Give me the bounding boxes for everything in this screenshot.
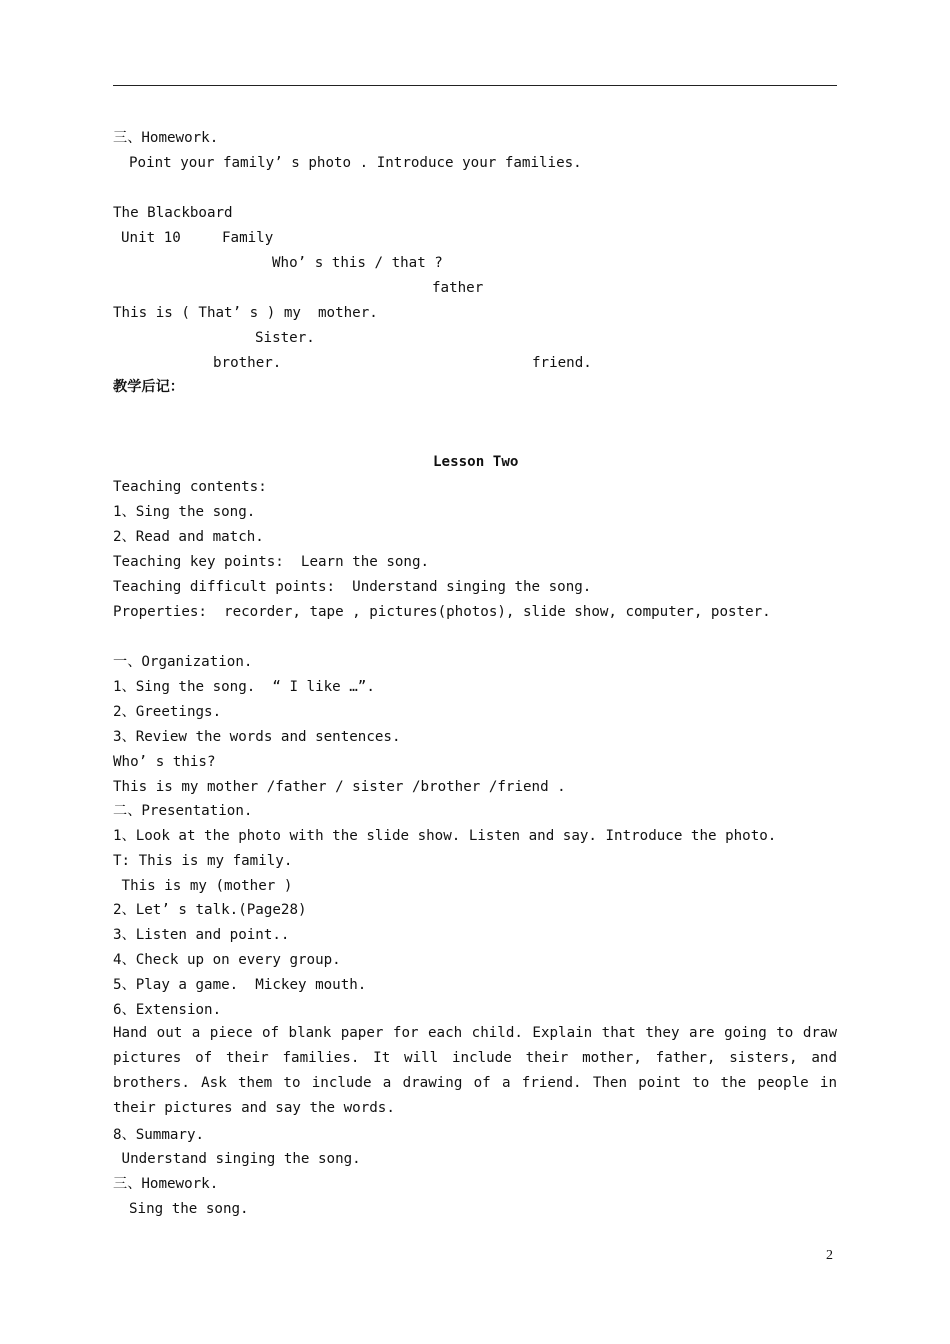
blackboard-question: Who’ s this / that ? [272, 255, 443, 271]
organization-heading: 一、Organization. [113, 654, 253, 670]
organization-item: 3、Review the words and sentences. [113, 729, 401, 745]
difficult-points: Teaching difficult points: Understand singing the song. [113, 579, 592, 595]
lesson-title: Lesson Two [433, 454, 519, 470]
homework-text: Point your family’ s photo . Introduce your families. [129, 155, 582, 171]
summary-text: Understand singing the song. [113, 1151, 361, 1167]
homework-heading: 三、Homework. [113, 130, 219, 146]
presentation-item: 5、Play a game. Mickey mouth. [113, 977, 367, 993]
organization-item: Who’ s this? [113, 754, 216, 770]
blackboard-word-father: father [432, 280, 484, 296]
organization-item: 2、Greetings. [113, 704, 222, 720]
blackboard-unit-topic: Family [222, 230, 274, 246]
organization-item: This is my mother /father / sister /brother /friend . [113, 779, 566, 795]
blackboard-unit: Unit 10 [121, 230, 181, 246]
blackboard-word-friend: friend. [532, 355, 592, 371]
properties: Properties: recorder, tape , pictures(photos), slide show, computer, poster. [113, 604, 771, 620]
organization-item: 1、Sing the song. “ I like …”. [113, 679, 375, 695]
extension-paragraph: Hand out a piece of blank paper for each child. Explain that they are going to draw pictures of their families. It will include their mother, father, sisters, and brothers. Ask them to include a drawing of a friend. Then point to the people in their pictures and say the words. [113, 1025, 837, 1116]
summary-heading: 8、Summary. [113, 1127, 205, 1143]
contents-item: 2、Read and match. [113, 529, 264, 545]
presentation-item: 6、Extension. [113, 1002, 222, 1018]
presentation-item: 3、Listen and point.. [113, 927, 290, 943]
key-points: Teaching key points: Learn the song. [113, 554, 430, 570]
page-number: 2 [826, 1248, 833, 1263]
presentation-item: 1、Look at the photo with the slide show. Listen and say. Introduce the photo. [113, 828, 777, 844]
blackboard-sentence: This is ( That’ s ) my mother. [113, 305, 378, 321]
teaching-notes-heading: 教学后记： [113, 379, 184, 395]
header-rule [113, 85, 837, 86]
homework2-heading: 三、Homework. [113, 1176, 219, 1192]
blackboard-title: The Blackboard [113, 205, 233, 221]
blackboard-word-brother: brother. [213, 355, 282, 371]
presentation-item: This is my (mother ) [113, 878, 293, 894]
presentation-item: 4、Check up on every group. [113, 952, 341, 968]
presentation-item: 2、Let’ s talk.(Page28) [113, 902, 307, 918]
homework2-text: Sing the song. [129, 1201, 249, 1217]
presentation-item: T: This is my family. [113, 853, 293, 869]
blackboard-word-sister: Sister. [255, 330, 315, 346]
presentation-heading: 二、Presentation. [113, 803, 253, 819]
contents-item: 1、Sing the song. [113, 504, 256, 520]
contents-heading: Teaching contents: [113, 479, 267, 495]
